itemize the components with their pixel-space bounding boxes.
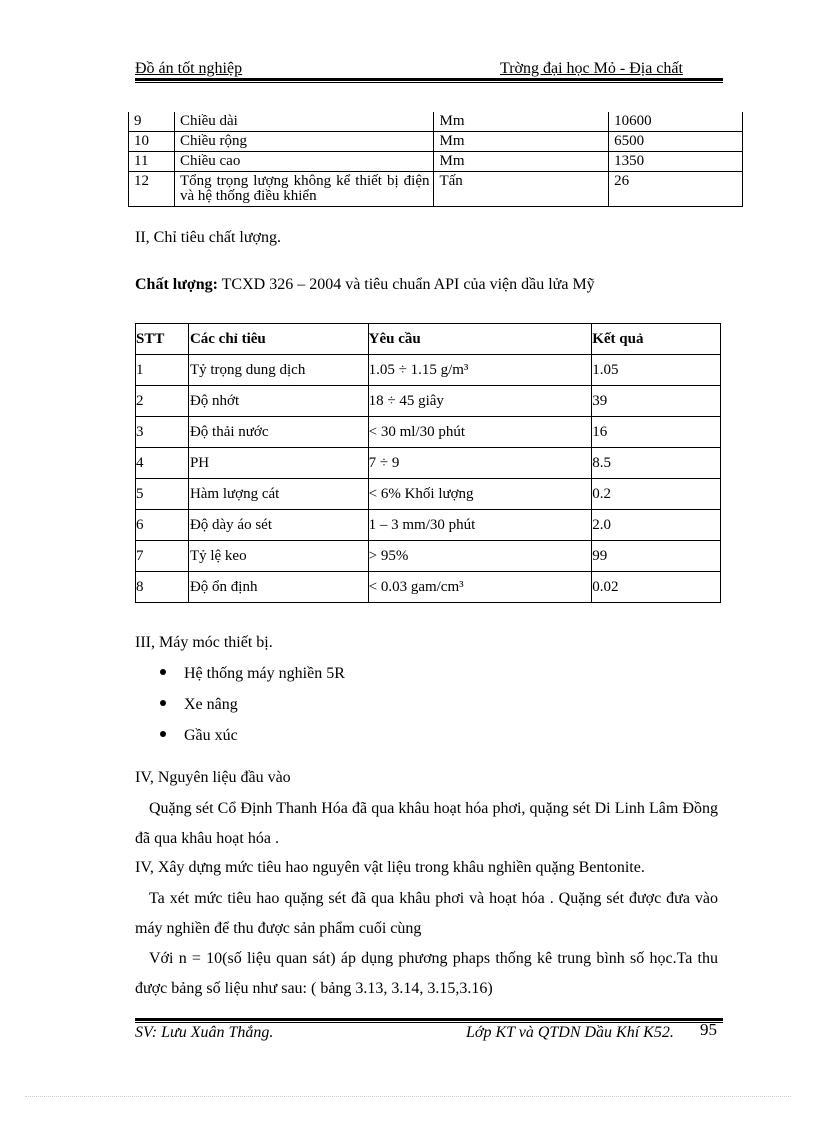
quality-table-header-cell: STT [136,324,189,355]
spec-table-cell: 6500 [609,132,743,152]
header-left: Đồ án tốt nghiệp [135,60,243,77]
bullet-item: Xe nâng [160,696,238,714]
spec-table [128,112,743,207]
quality-label: Chất lượng: [135,276,218,293]
quality-table-row [136,417,721,448]
header-rule-thin [135,82,723,83]
quality-table-cell: 18 ÷ 45 giây [368,386,592,417]
spec-table-cell: 1350 [609,152,743,172]
spec-table-cell: Tổng trọng lượng không kể thiết bị điện và hệ thống điều khiển [174,172,434,207]
quality-table-header-cell: Yêu cầu [368,324,592,355]
bullet-icon [160,700,166,706]
spec-table-cell: Mm [434,132,609,152]
quality-text: TCXD 326 – 2004 và tiêu chuẩn API của viện dầu lửa Mỹ [217,276,595,293]
spec-table-cell: Chiều dài [174,112,434,132]
spec-table-cell: 11 [129,152,175,172]
quality-table-cell: 3 [136,417,189,448]
quality-table-cell: PH [188,448,368,479]
quality-table-cell: Tỷ lệ keo [188,541,368,572]
quality-table-cell: Độ dày áo sét [188,510,368,541]
quality-table-cell: < 30 ml/30 phút [368,417,592,448]
footer-rule-thin [135,1022,723,1023]
quality-table-cell: 1 [136,355,189,386]
spec-table-cell: Mm [434,112,609,132]
spec-table-cell: 9 [129,112,175,132]
quality-table-cell: 7 [136,541,189,572]
quality-table-row [136,479,721,510]
bullet-icon [160,731,166,737]
footer-rule [135,1018,723,1021]
section-4-paragraph: Quặng sét Cổ Định Thanh Hóa đã qua khâu hoạt hóa phơi, quặng sét Di Linh Lâm Đồng đã qua khâu hoạt hóa . [135,800,718,847]
quality-table-cell: 8 [136,572,189,603]
spec-table-cell: Chiều cao [174,152,434,172]
spec-table-row [129,152,743,172]
section-4-title: IV, Nguyên liệu đầu vào [135,769,291,786]
header-rule [135,78,723,81]
spec-table-cell: 26 [609,172,743,207]
quality-table-cell: Độ ổn định [188,572,368,603]
spec-table-cell: 12 [129,172,175,207]
quality-table-cell: 16 [592,417,721,448]
quality-table-cell: 0.2 [592,479,721,510]
bullet-item: Hệ thống máy nghiền 5R [160,665,345,683]
footer-right: Lớp KT và QTDN Dầu Khí K52. [466,1024,674,1041]
quality-table-cell: Tỷ trọng dung dịch [188,355,368,386]
quality-table-cell: < 6% Khối lượng [368,479,592,510]
quality-table-cell: 1.05 [592,355,721,386]
quality-table-row [136,510,721,541]
quality-table-cell: 0.02 [592,572,721,603]
bullet-icon [160,669,166,675]
quality-table-header [136,324,721,355]
bullet-item: Gầu xúc [160,727,238,745]
quality-table-cell: 1.05 ÷ 1.15 g/m³ [368,355,592,386]
quality-table-cell: 6 [136,510,189,541]
quality-table-cell: 5 [136,479,189,510]
spec-table-row [129,132,743,152]
footer-left: SV: Lưu Xuân Thắng. [135,1024,274,1041]
section-2-title: II, Chỉ tiêu chất lượng. [135,229,281,246]
quality-table-row [136,355,721,386]
quality-table-cell: 2.0 [592,510,721,541]
quality-table-row [136,448,721,479]
spec-table-cell: Mm [434,152,609,172]
quality-table-row [136,386,721,417]
section-5-title: IV, Xây dựng mức tiêu hao nguyên vật liệu trong khâu nghiền quặng Bentonite. [135,859,645,876]
section-3-title: III, Máy móc thiết bị. [135,634,273,651]
spec-table-cell: Tấn [434,172,609,207]
spec-table-cell: 10600 [609,112,743,132]
quality-table-cell: Độ thải nước [188,417,368,448]
section-5-paragraph-1: Ta xét mức tiêu hao quặng sét đã qua khâu phơi và hoạt hóa . Quặng sét được đưa vào máy nghiền để thu được sản phẩm cuối cùng [135,890,718,937]
quality-table-cell: Hàm lượng cát [188,479,368,510]
quality-table-cell: 8.5 [592,448,721,479]
spec-table-row [129,172,743,207]
quality-table-cell: 99 [592,541,721,572]
quality-table-cell: 4 [136,448,189,479]
quality-table-cell: > 95% [368,541,592,572]
quality-table-cell: < 0.03 gam/cm³ [368,572,592,603]
spec-table-row [129,112,743,132]
quality-table-cell: Độ nhớt [188,386,368,417]
quality-table-cell: 2 [136,386,189,417]
quality-table [135,323,721,603]
quality-table-cell: 1 – 3 mm/30 phút [368,510,592,541]
section-5-paragraph-2: Với n = 10(số liệu quan sát) áp dụng phương phaps thống kê trung bình số học.Ta thu được bảng số liệu như sau: ( bảng 3.13, 3.14, 3.15,3.16) [135,950,718,997]
spec-table-cell: Chiều rộng [174,132,434,152]
quality-standard [135,276,595,294]
quality-table-header-cell: Kết quả [592,324,721,355]
header-right: Trờng đại học Mỏ - Địa chất [500,60,683,77]
page-number: 95 [700,1020,717,1039]
quality-table-cell: 39 [592,386,721,417]
page-edge [25,1096,791,1097]
quality-table-row [136,572,721,603]
spec-table-cell: 10 [129,132,175,152]
quality-table-header-cell: Các chỉ tiêu [188,324,368,355]
quality-table-row [136,541,721,572]
quality-table-cell: 7 ÷ 9 [368,448,592,479]
